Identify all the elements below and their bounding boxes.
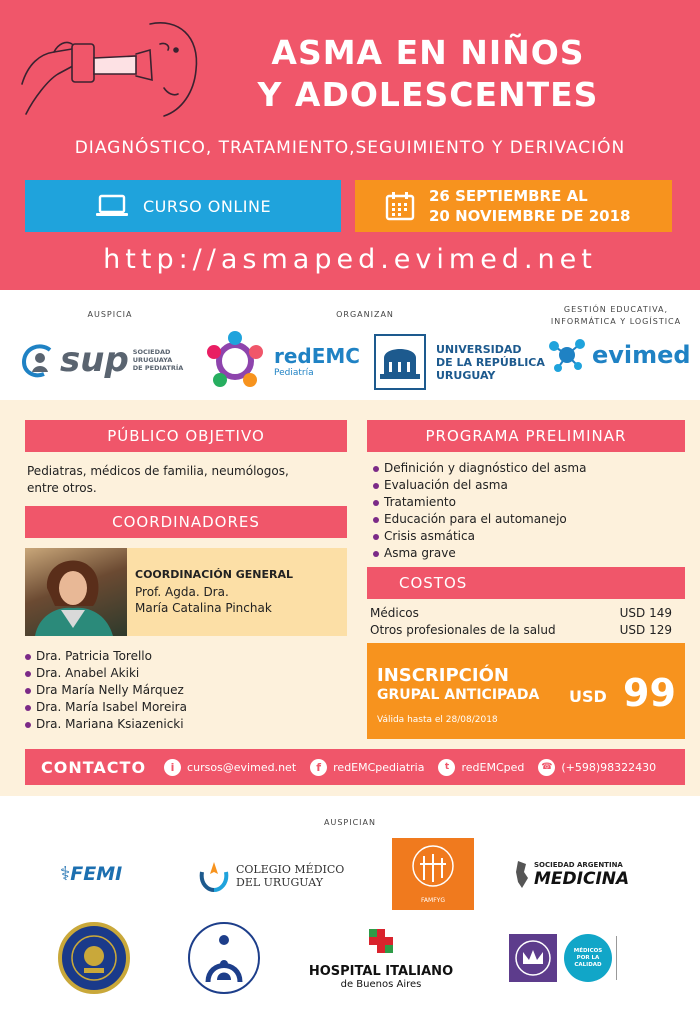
list-item: Dra. María Isabel Moreira	[24, 699, 344, 716]
whatsapp-icon: ☎	[538, 759, 555, 776]
facebook-icon: f	[310, 759, 327, 776]
sam-logo	[512, 860, 629, 890]
cost-price: USD 129	[619, 623, 672, 637]
inhaler-illustration	[18, 14, 208, 124]
emu-logo	[509, 934, 557, 982]
redemc-sub: Pediatría	[274, 368, 314, 378]
publico-text-line-2: entre otros.	[27, 481, 97, 495]
sam-line-2: MEDICINA	[534, 869, 630, 889]
cmu-emblem-icon	[198, 860, 230, 892]
contact-whatsapp[interactable]	[538, 759, 656, 776]
gestion-label-line-1: GESTIÓN EDUCATIVA,	[563, 305, 669, 314]
udelar-logo	[374, 334, 545, 390]
udelar-line-3: URUGUAY	[436, 368, 496, 382]
course-dates-badge	[355, 180, 672, 232]
sup-line-2: URUGUAYA	[132, 356, 173, 364]
cost-row-otros	[370, 623, 672, 637]
sam-map-icon	[512, 860, 530, 890]
page-title	[228, 32, 628, 116]
inscripcion-amount: 99	[623, 671, 676, 715]
hospital-name: HOSPITAL ITALIANO	[308, 964, 454, 979]
sup-line-3: DE PEDIATRÍA	[132, 364, 184, 372]
emu-emblem-icon	[509, 934, 557, 982]
coordinators-list	[24, 648, 344, 733]
sociedad-chilena-logo	[188, 922, 260, 994]
subtitle: DIAGNÓSTICO, TRATAMIENTO,SEGUIMIENTO Y DERIVACIÓN	[74, 138, 626, 158]
mpc-name	[574, 948, 603, 969]
colegio-medico-logo	[198, 860, 344, 892]
list-item: Crisis asmática	[372, 528, 682, 545]
sam-line-1: SOCIEDAD ARGENTINA	[534, 861, 623, 869]
sup-mother-child-icon	[20, 342, 56, 378]
auspicia-label: AUSPICIA	[87, 310, 133, 319]
auspician-label: AUSPICIAN	[324, 818, 376, 827]
sup-logo	[20, 340, 183, 380]
hospital-city: de Buenos Aires	[340, 979, 422, 990]
mpc-line-1: MÉDICOS	[573, 947, 603, 954]
cmu-line-1: COLEGIO MÉDICO	[236, 863, 345, 876]
university-building-icon	[374, 334, 426, 390]
cost-price: USD 149	[619, 606, 672, 620]
contact-bar	[25, 749, 685, 785]
organizan-label: ORGANIZAN	[336, 310, 394, 319]
sup-line-1: SOCIEDAD	[132, 348, 171, 356]
list-item: Evaluación del asma	[372, 477, 682, 494]
sup-mark: sup	[60, 340, 129, 380]
inscripcion-currency: USD	[569, 687, 607, 706]
programa-heading: PROGRAMA PRELIMINAR	[367, 420, 685, 452]
course-dates	[429, 186, 630, 226]
famfyg-name: FAMFYG	[421, 897, 445, 904]
cmu-name	[236, 863, 344, 889]
coordinacion-general-heading: COORDINACIÓN GENERAL	[135, 568, 293, 581]
list-item: Educación para el automanejo	[372, 511, 682, 528]
cost-label: Otros profesionales de la salud	[370, 623, 556, 637]
costos-heading: COSTOS	[367, 567, 685, 599]
hospital-italiano-logo	[306, 928, 456, 990]
gestion-label-line-2: INFORMÁTICA Y LOGÍSTICA	[550, 317, 682, 326]
calendar-icon	[385, 191, 415, 221]
inscripcion-valid-until: Válida hasta el 28/08/2018	[377, 715, 498, 725]
family-figures-icon	[190, 924, 258, 992]
list-item: Tratamiento	[372, 494, 682, 511]
medicos-por-la-calidad-logo	[564, 934, 612, 982]
redemc-name: redEMC	[274, 344, 360, 368]
date-line-1: 26 SEPTIEMBRE AL	[429, 187, 588, 205]
evimed-name: evimed	[592, 341, 691, 369]
publico-text-line-1: Pediatras, médicos de familia, neumólogos,	[27, 464, 289, 478]
udelar-line-1: UNIVERSIDAD	[436, 342, 522, 356]
cost-row-medicos	[370, 606, 672, 620]
list-item: Definición y diagnóstico del asma	[372, 460, 682, 477]
coordinacion-general-name	[135, 584, 272, 616]
course-url-link[interactable]: http://asmaped.evimed.net	[103, 244, 597, 275]
title-line-1: ASMA EN NIÑOS	[271, 33, 585, 72]
list-item: Dra. Mariana Ksiazenicki	[24, 716, 344, 733]
publico-text	[27, 463, 347, 497]
contact-twitter-text: redEMCped	[461, 760, 525, 774]
redemc-text	[274, 344, 360, 378]
udelar-name	[436, 343, 545, 382]
femi-name: FEMI	[70, 863, 123, 885]
cost-label: Médicos	[370, 606, 419, 620]
online-course-label: CURSO ONLINE	[142, 196, 272, 216]
contact-whatsapp-text: (+598)98322430	[561, 760, 657, 774]
list-item: Dra. Patricia Torello	[24, 648, 344, 665]
programa-list	[372, 460, 682, 562]
list-item: Asma grave	[372, 545, 682, 562]
contact-email[interactable]	[164, 759, 296, 776]
medicina-interna-seal-logo	[58, 922, 130, 994]
laptop-icon	[95, 194, 129, 218]
femi-logo	[60, 863, 122, 885]
famfyg-logo	[392, 838, 474, 910]
coordinator-photo	[25, 548, 127, 636]
gestion-label	[536, 304, 696, 328]
redemc-logo	[204, 330, 360, 392]
inscripcion-line-1: INSCRIPCIÓN	[377, 665, 509, 686]
date-line-2: 20 NOVIEMBRE DE 2018	[429, 207, 631, 225]
contact-facebook-text: redEMCpediatria	[333, 760, 425, 774]
twitter-icon: t	[438, 759, 455, 776]
contact-twitter[interactable]	[438, 759, 524, 776]
udelar-line-2: DE LA REPÚBLICA	[436, 355, 545, 369]
contact-email-text: cursos@evimed.net	[187, 760, 297, 774]
online-course-badge	[25, 180, 341, 232]
list-item: Dra María Nelly Márquez	[24, 682, 344, 699]
info-icon: i	[164, 759, 181, 776]
coordinator-name: María Catalina Pinchak	[135, 601, 272, 615]
title-line-2: Y ADOLESCENTES	[257, 75, 599, 114]
contact-facebook[interactable]	[310, 759, 424, 776]
redemc-circle-icon	[204, 330, 266, 392]
divider	[616, 936, 617, 980]
hospital-cross-icon	[368, 928, 394, 954]
mpc-line-2: POR LA	[576, 954, 600, 961]
inscripcion-line-2: GRUPAL ANTICIPADA	[377, 687, 540, 703]
sup-name	[133, 348, 184, 372]
organizers-band	[0, 290, 700, 400]
coordinadores-heading: COORDINADORES	[25, 506, 347, 538]
coordinator-portrait	[25, 548, 127, 636]
evimed-network-icon	[546, 336, 588, 374]
coordinator-title: Prof. Agda. Dra.	[135, 585, 229, 599]
evimed-logo	[546, 336, 691, 374]
famfyg-family-icon	[408, 844, 458, 888]
seal-emblem-icon	[62, 926, 126, 990]
sam-name	[534, 861, 629, 889]
coordinacion-general-card	[25, 548, 347, 636]
group-registration-offer	[367, 643, 685, 739]
mpc-line-3: CALIDAD	[574, 961, 602, 968]
femi-symbol-icon: ⚕	[60, 863, 71, 885]
list-item: Dra. Anabel Akiki	[24, 665, 344, 682]
publico-heading: PÚBLICO OBJETIVO	[25, 420, 347, 452]
header-banner	[0, 0, 700, 290]
cmu-line-2: DEL URUGUAY	[236, 876, 323, 889]
contact-label: CONTACTO	[41, 757, 147, 777]
